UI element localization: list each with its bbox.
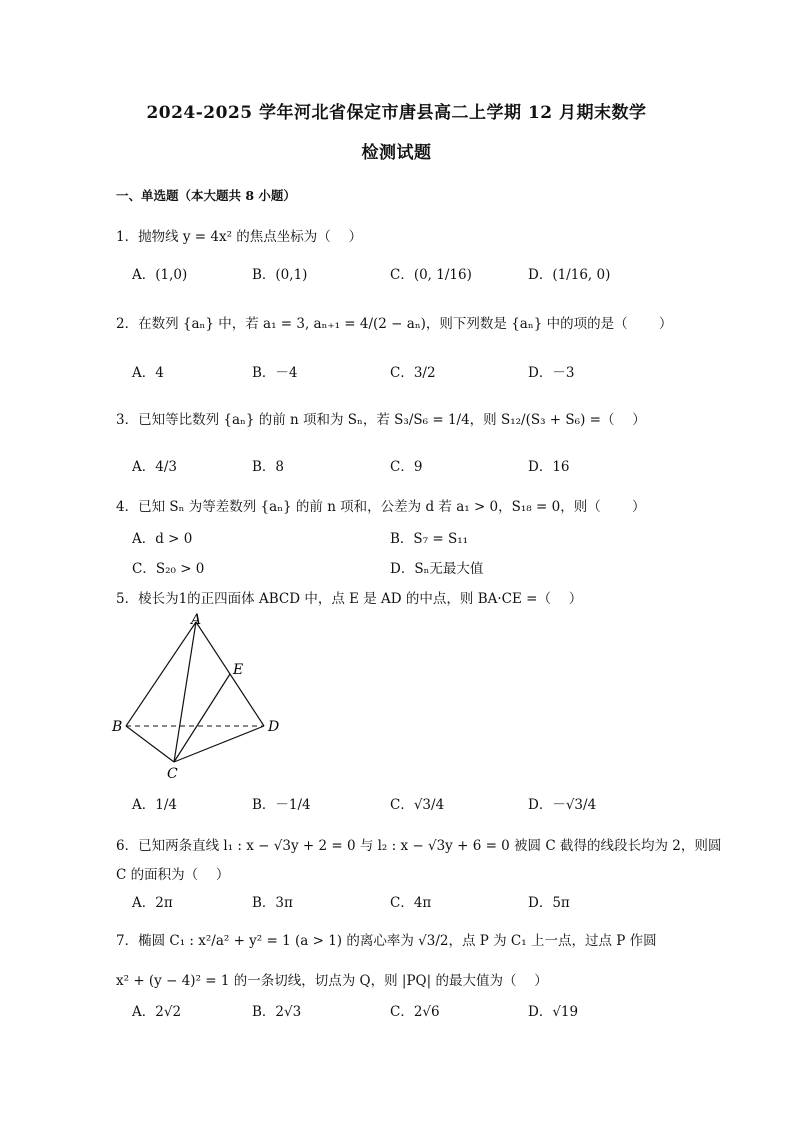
q5-option-a: A．1/4: [132, 797, 177, 813]
label-b: B: [112, 719, 123, 735]
q2-option-b: B．－4: [252, 365, 298, 381]
q3-option-c: C．9: [390, 459, 423, 475]
q4-option-c: C．S₂₀ > 0: [132, 561, 205, 577]
q2-option-d: D．－3: [528, 365, 575, 381]
question-3-stem: 3．已知等比数列 {aₙ} 的前 n 项和为 Sₙ，若 S₃/S₆ = 1/4，则 S₁₂/(S₃ + S₆) =（ ）: [116, 412, 646, 428]
edge-ac: [174, 622, 196, 762]
label-a: A: [191, 612, 202, 628]
q7-option-d: D．√19: [528, 1004, 579, 1020]
question-1-stem: 1．抛物线 y = 4x² 的焦点坐标为（ ）: [116, 229, 363, 245]
q1-option-c: C．(0, 1/16): [390, 267, 472, 283]
q5-option-c: C．√3/4: [390, 797, 445, 813]
label-d: D: [268, 719, 280, 735]
exam-title-line1: 2024-2025 学年河北省保定市唐县高二上学期 12 月期末数学: [146, 103, 647, 123]
q1-option-d: D．(1/16, 0): [528, 267, 611, 283]
tetrahedron-figure: [110, 612, 310, 782]
segment-ce: [174, 674, 230, 762]
label-e: E: [233, 662, 244, 678]
q6-option-b: B．3π: [252, 895, 293, 911]
question-2-stem: 2．在数列 {aₙ} 中，若 a₁ = 3, aₙ₊₁ = 4/(2 − aₙ)，则下列数是 {aₙ} 中的项的是（ ）: [116, 316, 673, 332]
q2-option-c: C．3/2: [390, 365, 436, 381]
q1-option-a: A．(1,0): [132, 267, 188, 283]
q3-option-a: A．4/3: [132, 459, 177, 475]
section-heading: 一、单选题（本大题共 8 小题）: [116, 188, 296, 203]
q5-option-d: D．－√3/4: [528, 797, 597, 813]
q3-option-d: D．16: [528, 459, 570, 475]
edge-ab: [126, 622, 196, 726]
question-4-stem: 4．已知 Sₙ 为等差数列 {aₙ} 的前 n 项和，公差为 d 若 a₁ > 0，S₁₈ = 0，则（ ）: [116, 499, 646, 515]
q5-option-b: B．－1/4: [252, 797, 311, 813]
question-5-stem: 5．棱长为1的正四面体 ABCD 中，点 E 是 AD 的中点，则 BA·CE =（ ）: [116, 591, 583, 607]
q7-option-c: C．2√6: [390, 1004, 440, 1020]
q6-option-d: D．5π: [528, 895, 570, 911]
question-7-stem: 7．椭圆 C₁ : x²/a² + y² = 1 (a > 1) 的离心率为 √3/2，点 P 为 C₁ 上一点，过点 P 作圆: [116, 933, 657, 949]
q7-option-a: A．2√2: [132, 1004, 182, 1020]
question-6-stem: 6．已知两条直线 l₁ : x − √3y + 2 = 0 与 l₂ : x − √3y + 6 = 0 被圆 C 截得的线段长均为 2，则圆: [116, 838, 722, 854]
question-6-stem-cont: C 的面积为（ ）: [116, 867, 230, 883]
exam-title-line2: 检测试题: [361, 143, 432, 163]
q1-option-b: B．(0,1): [252, 267, 308, 283]
edge-bc: [126, 726, 174, 762]
q4-option-b: B．S₇ = S₁₁: [390, 531, 469, 547]
q7-option-b: B．2√3: [252, 1004, 302, 1020]
q4-option-d: D．Sₙ无最大值: [390, 561, 484, 577]
edge-cd: [174, 726, 264, 762]
q4-option-a: A．d > 0: [132, 531, 193, 547]
q6-option-c: C．4π: [390, 895, 432, 911]
question-7-stem-cont: x² + (y − 4)² = 1 的一条切线，切点为 Q，则 |PQ| 的最大值为（ ）: [116, 973, 548, 989]
label-c: C: [167, 766, 178, 782]
q2-option-a: A．4: [132, 365, 164, 381]
q6-option-a: A．2π: [132, 895, 173, 911]
q3-option-b: B．8: [252, 459, 285, 475]
